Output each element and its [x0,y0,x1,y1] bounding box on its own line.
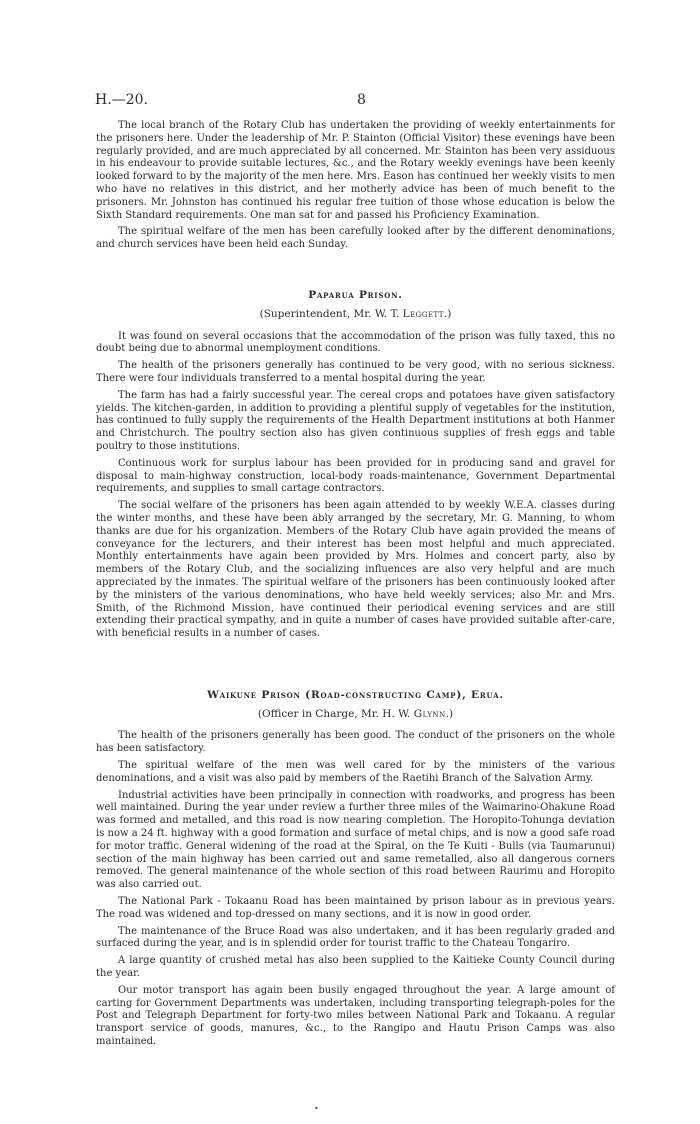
superintendent-name: Leggett [402,307,444,320]
page-header [95,92,615,112]
paragraph: It was found on several occasions that the accommodation of the prison was fully taxed, this no doubt being due to abnormal unemployment conditions. [96,330,615,355]
paragraph: The farm has had a fairly successful year. The cereal crops and potatoes have given satisfactory yields. The kitchen-garden, in addition to providing a plentiful supply of vegetables for the institution, has continued to fully supply the requirements of the Health Department institutions at both Hanmer and Christchurch. The poultry section also has given continuous supplies of fresh eggs and table poultry to those institutions. [96,389,615,452]
section-heading: Waikune Prison (Road-constructing Camp), Erua. [207,688,504,701]
page-number: 8 [357,92,366,108]
section-subheading: (Superintendent, Mr. W. T. Leggett.) [259,307,452,320]
paragraph: A large quantity of crushed metal has also been supplied to the Kaitieke County Council during the year. [96,955,615,980]
section-subheading: (Officer in Charge, Mr. H. W. Glynn.) [257,707,454,720]
paragraph: Continuous work for surplus labour has been provided for in producing sand and gravel for disposal to main-highway construction, local-body roads-maintenance, Government Departmental requirements, and supplies to small cartage contractors. [96,457,615,495]
rotary-section [96,120,615,252]
paragraph: The spiritual welfare of the men was well cared for by the ministers of the various denominations, and a visit was also paid by members of the Raetihi Branch of the Salvation Army. [96,760,615,784]
footer-mark: • [314,1104,319,1113]
paragraph: The maintenance of the Bruce Road was also undertaken, and it has been regularly graded and surfaced during the year, and is in splendid order for tourist traffic to the Chateau Tongariro. [96,925,615,950]
paragraph: The health of the prisoners generally has continued to be very good, with no serious sickness. There were four individuals transferred to a mental hospital during the year. [96,360,615,384]
paragraph: The spiritual welfare of the men has been carefully looked after by the different denominations, and church services have been held each Sunday. [96,226,615,251]
document-reference: H.—20. [95,92,148,108]
waikune-prison-section [96,689,615,1049]
paragraph: The social welfare of the prisoners has been again attended to by weekly W.E.A. classes during the winter months, and these have been ably arranged by the secretary, Mr. G. Manning, to whom thanks are due for his organization. Members of the Rotary Club have again provided the means of conveyance for the lecturers, and their interest has been most helpful and much appreciated. Monthly entertainments have again been provided by Mrs. Holmes and concert party, also by members of the Rotary Club, and the socializing influences are also very helpful and are much appreciated by the inmates. The spiritual welfare of the prisoners has been continuously looked after by the ministers of the various denominations, who have held weekly services; also Mr. and Mrs. Smith, of the Richmond Mission, have continued their periodical evening services and are still extending their practical sympathy, and in quite a number of cases have provided suitable after-care, with beneficial results in a number of cases. [96,500,615,640]
paragraph: Our motor transport has again been busily engaged throughout the year. A large amount of carting for Government Departments was undertaken, including transporting telegraph-poles for the Post and Telegraph Department for forty-two miles between National Park and Tokaanu. A regular transport service of goods, manures, &c., to the Rangipo and Hautu Prison Camps was also maintained. [96,984,615,1048]
paragraph: The health of the prisoners generally has been good. The conduct of the prisoners on the whole has been satisfactory. [96,730,615,755]
paragraph: The local branch of the Rotary Club has undertaken the providing of weekly entertainments for the prisoners here. Under the leadership of Mr. P. Stainton (Official Visitor) these evenings have been regularly provided, and are much appreciated by all concerned. Mr. Stainton has been very assiduous in his endeavour to provide suitable lectures, &c., and the Rotary weekly evenings have been keenly looked forward to by the majority of the men here. Mrs. Eason has continued her weekly visits to men who have no relatives in this district, and her motherly advice has been of much benefit to the prisoners. Mr. Johnston has continued his regular free tuition of those whose education is below the Sixth Standard requirements. One man sat for and passed his Proficiency Examination. [96,120,615,221]
paparua-prison-section [96,289,615,641]
paragraph: Industrial activities have been principally in connection with roadworks, and progress has been well maintained. During the year under review a further three miles of the Waimarino-Ohakune Road was formed and metalled, and this road is now nearing completion. The Horopito-Tohunga deviation is now a 24 ft. highway with a good formation and surface of metal chips, and is now a good safe road for motor traffic. General widening of the road at the Spiral, on the Te Kuiti - Bulls (via Taumarunui) section of the main highway has been carried out and same remetalled, also all dangerous corners removed. The general maintenance of the whole section of this road between Raurimu and Horopito was also carried out. [96,789,615,891]
section-heading: Paparua Prison. [308,288,403,301]
page-body [96,120,615,1053]
officer-name: Glynn [413,707,446,720]
paragraph: The National Park - Tokaanu Road has been maintained by prison labour as in previous years. The road was widened and top-dressed on many sections, and it is now in good order. [96,896,615,920]
